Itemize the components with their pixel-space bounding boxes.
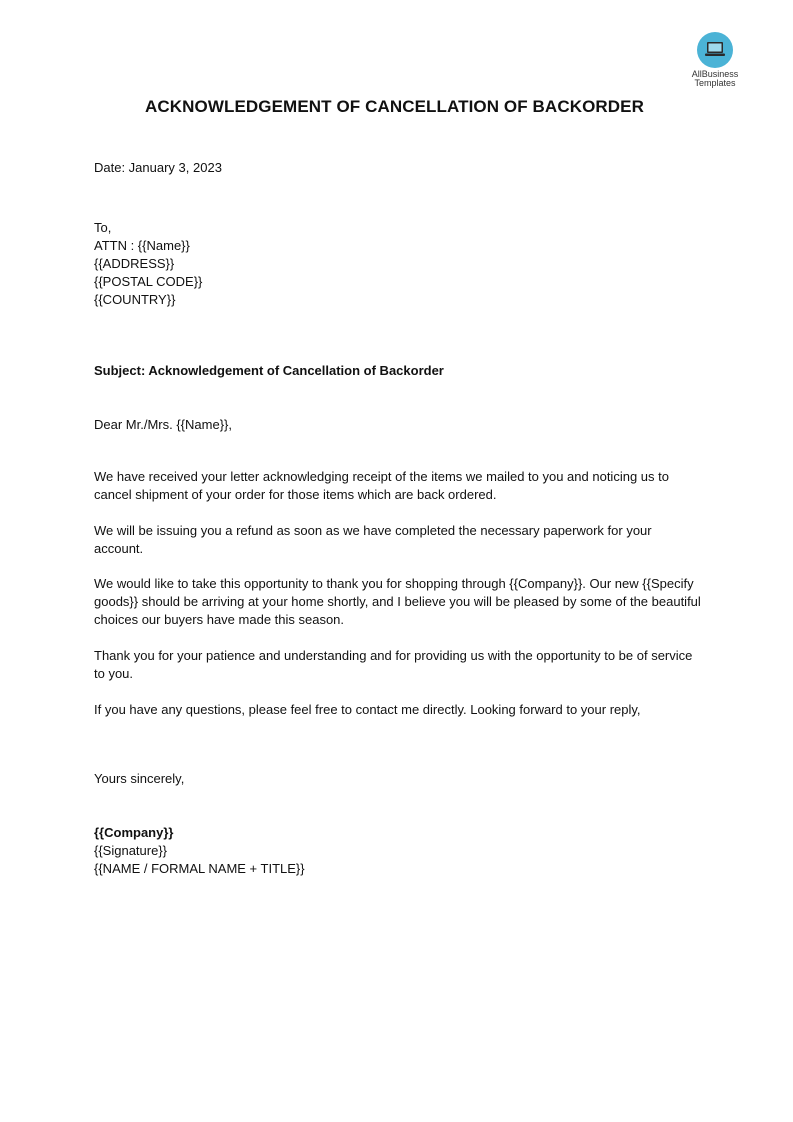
body-paragraph-3: We would like to take this opportunity to thank you for shopping through {{Company}}. Our new {{Specify goods}} should be arriving at your home shortly, and I believe you will be pleased by some of the beautiful choices our buyers have made this season. bbox=[94, 576, 701, 627]
body-paragraph-2: We will be issuing you a refund as soon as we have completed the necessary paperwork for your account. bbox=[94, 523, 652, 556]
signature-company: {{Company}} bbox=[94, 825, 174, 840]
letter-closing: Yours sincerely, bbox=[94, 771, 185, 786]
letter-subject: Subject: Acknowledgement of Cancellation of Backorder bbox=[94, 363, 444, 378]
address-postal: {{POSTAL CODE}} bbox=[94, 274, 203, 289]
body-paragraph-5: If you have any questions, please feel free to contact me directly. Looking forward to your reply, bbox=[94, 702, 641, 717]
logo-text-line2: Templates bbox=[694, 78, 736, 88]
allbusiness-logo bbox=[680, 32, 750, 88]
letter-greeting: Dear Mr./Mrs. {{Name}}, bbox=[94, 417, 232, 432]
letter-date: Date: January 3, 2023 bbox=[94, 160, 222, 175]
address-attn: ATTN : {{Name}} bbox=[94, 238, 190, 253]
laptop-icon bbox=[697, 32, 733, 68]
logo-text-line1: AllBusiness bbox=[691, 69, 739, 79]
address-street: {{ADDRESS}} bbox=[94, 256, 175, 271]
address-country: {{COUNTRY}} bbox=[94, 292, 176, 307]
body-paragraph-4: Thank you for your patience and understanding and for providing us with the opportunity to be of service to you. bbox=[94, 648, 693, 681]
signature-placeholder: {{Signature}} bbox=[94, 843, 168, 858]
address-to: To, bbox=[94, 220, 112, 235]
body-paragraph-1: We have received your letter acknowledging receipt of the items we mailed to you and noticing us to cancel shipment of your order for those items which are back ordered. bbox=[94, 469, 669, 502]
document-title: ACKNOWLEDGEMENT OF CANCELLATION OF BACKORDER bbox=[145, 97, 644, 116]
signature-name-title: {{NAME / FORMAL NAME + TITLE}} bbox=[94, 861, 305, 876]
